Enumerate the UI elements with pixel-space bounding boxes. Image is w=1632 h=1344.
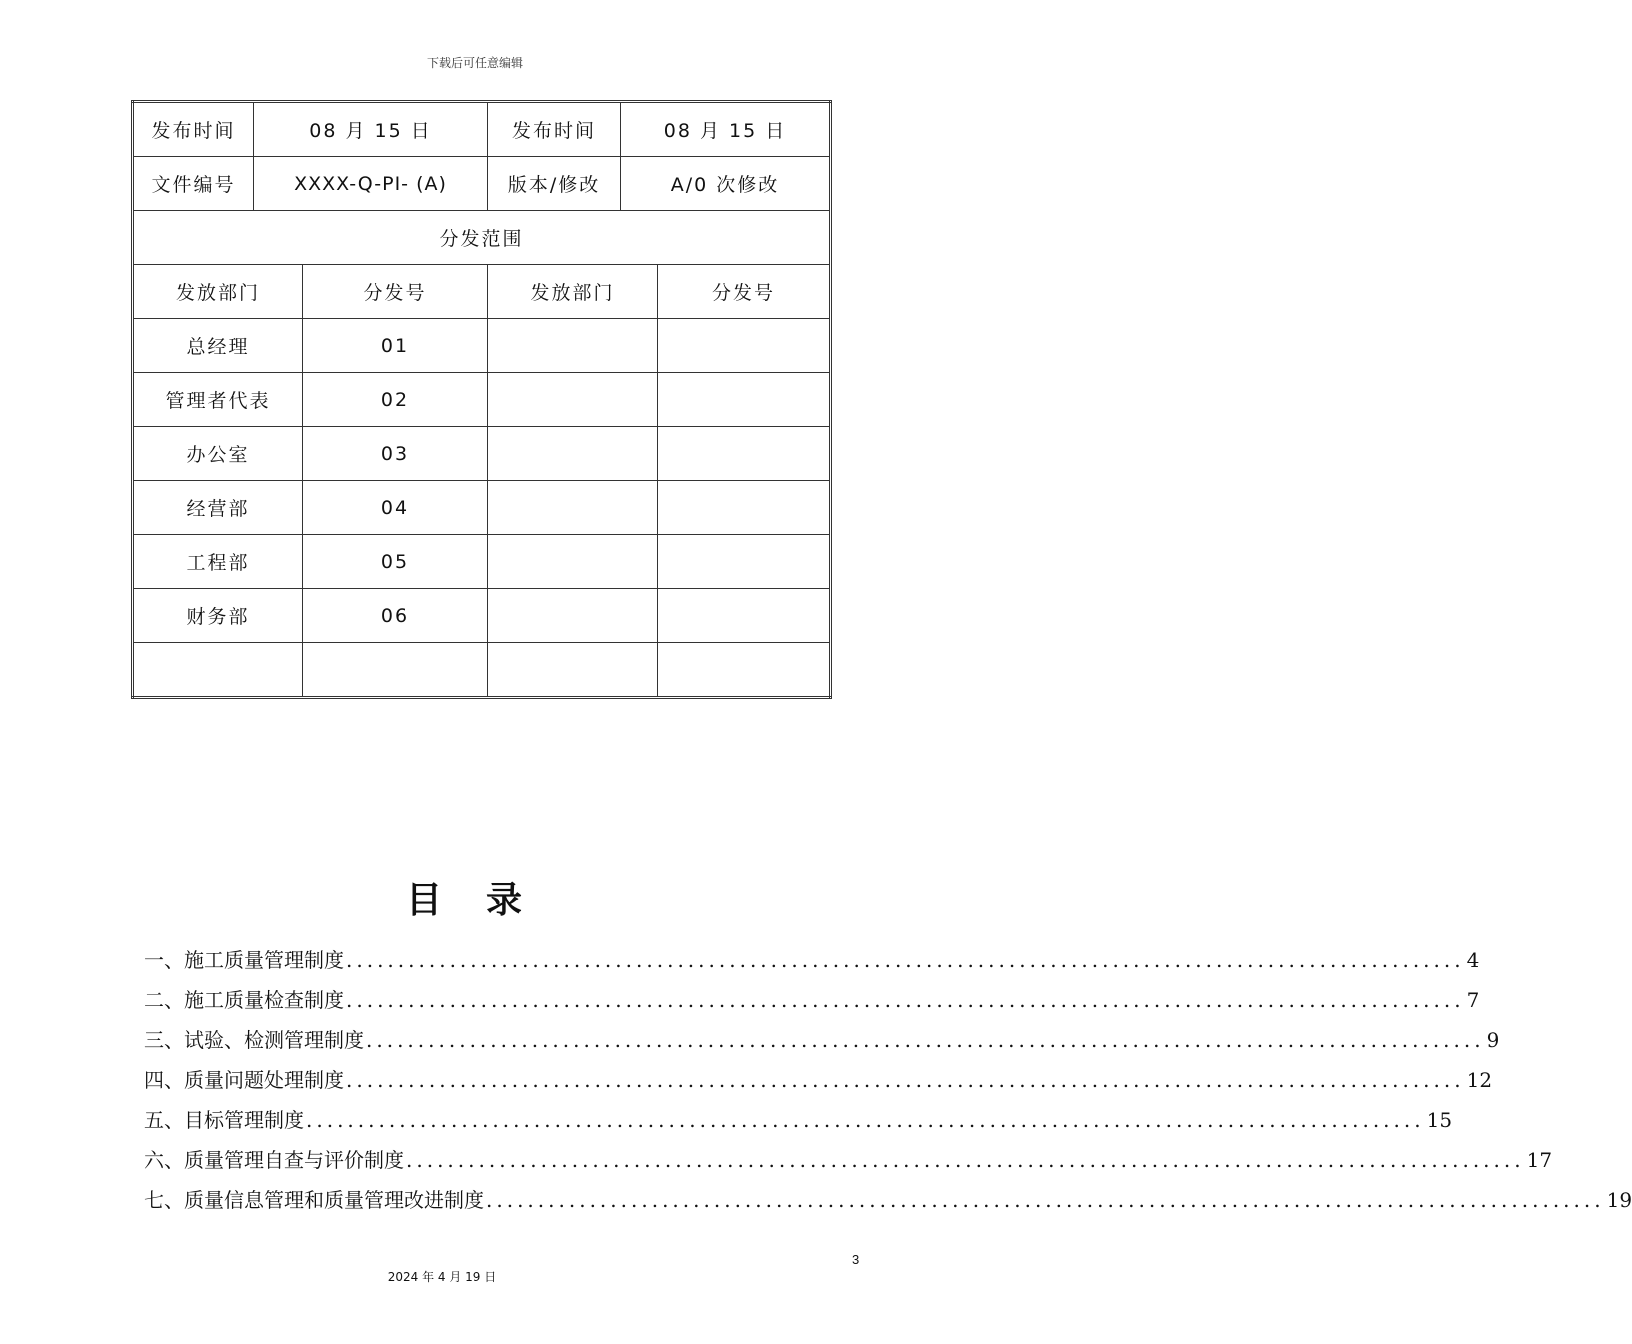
toc-entry-page: 12	[1466, 1068, 1493, 1092]
file-number-label: 文件编号	[133, 157, 254, 211]
distribution-header-row	[133, 265, 831, 319]
toc-entry[interactable]	[144, 1020, 1500, 1060]
scope-row	[133, 211, 831, 265]
dept-header-2: 发放部门	[488, 265, 658, 319]
release-date-value: 08 月 15 日	[254, 102, 488, 157]
dot-leader: ............................................................................................................	[306, 1108, 1425, 1132]
number-cell-2	[658, 427, 831, 481]
number-cell-2	[658, 481, 831, 535]
number-header: 分发号	[303, 265, 488, 319]
dept-cell: 管理者代表	[133, 373, 303, 427]
toc-entry[interactable]	[144, 1100, 1453, 1140]
number-cell-2	[658, 643, 831, 698]
number-cell: 03	[303, 427, 488, 481]
toc-entry[interactable]	[144, 980, 1480, 1020]
number-cell: 06	[303, 589, 488, 643]
toc-entry-page: 19	[1606, 1188, 1632, 1212]
dot-leader: ............................................................................................................	[406, 1148, 1525, 1172]
table-row	[133, 589, 831, 643]
header-note: 下载后可任意编辑	[426, 56, 523, 70]
number-cell: 01	[303, 319, 488, 373]
number-cell-2	[658, 535, 831, 589]
toc-entry-page: 17	[1526, 1148, 1553, 1172]
version-label: 版本/修改	[488, 157, 621, 211]
number-cell-2	[658, 589, 831, 643]
number-cell: 04	[303, 481, 488, 535]
toc-entry-label: 五、目标管理制度	[144, 1108, 304, 1132]
dept-cell-2	[488, 535, 658, 589]
table-of-contents	[144, 940, 1632, 1220]
table-row	[133, 373, 831, 427]
table-row	[133, 643, 831, 698]
footer-date: 2024 年 4 月 19 日	[387, 1270, 497, 1284]
toc-entry[interactable]	[144, 940, 1480, 980]
dept-header: 发放部门	[133, 265, 303, 319]
dept-cell-2	[488, 643, 658, 698]
toc-title: 目录	[405, 879, 566, 921]
dept-cell-2	[488, 373, 658, 427]
number-header-2: 分发号	[658, 265, 831, 319]
dept-cell: 工程部	[133, 535, 303, 589]
dept-cell: 经营部	[133, 481, 303, 535]
dot-leader: ............................................................................................................	[486, 1188, 1605, 1212]
number-cell-2	[658, 319, 831, 373]
release-date-value-2: 08 月 15 日	[621, 102, 831, 157]
number-cell	[303, 643, 488, 698]
toc-entry-page: 9	[1486, 1028, 1500, 1052]
toc-entry-label: 一、施工质量管理制度	[144, 948, 344, 972]
dept-cell-2	[488, 319, 658, 373]
release-date-label: 发布时间	[133, 102, 254, 157]
scope-title: 分发范围	[133, 211, 831, 265]
toc-entry-page: 15	[1426, 1108, 1453, 1132]
dot-leader: ............................................................................................................	[346, 948, 1465, 972]
dept-cell	[133, 643, 303, 698]
dept-cell: 办公室	[133, 427, 303, 481]
dot-leader: ............................................................................................................	[366, 1028, 1485, 1052]
release-date-row	[133, 102, 831, 157]
table-row	[133, 535, 831, 589]
file-number-row	[133, 157, 831, 211]
release-date-label-2: 发布时间	[488, 102, 621, 157]
toc-entry[interactable]	[144, 1140, 1553, 1180]
toc-entry-label: 六、质量管理自查与评价制度	[144, 1148, 404, 1172]
toc-entry-label: 二、施工质量检查制度	[144, 988, 344, 1012]
toc-entry-label: 七、质量信息管理和质量管理改进制度	[144, 1188, 484, 1212]
number-cell: 02	[303, 373, 488, 427]
table-row	[133, 319, 831, 373]
dept-cell-2	[488, 427, 658, 481]
toc-entry[interactable]	[144, 1060, 1493, 1100]
toc-entry-page: 7	[1466, 988, 1480, 1012]
file-number-value: XXXX-Q-PI- (A)	[254, 157, 488, 211]
version-value: A/0 次修改	[621, 157, 831, 211]
document-info-table	[131, 100, 832, 699]
dept-cell-2	[488, 481, 658, 535]
dept-cell: 财务部	[133, 589, 303, 643]
toc-entry-page: 4	[1466, 948, 1480, 972]
page-number: 3	[852, 1252, 860, 1267]
toc-entry-label: 三、试验、检测管理制度	[144, 1028, 364, 1052]
dept-cell: 总经理	[133, 319, 303, 373]
table-row	[133, 427, 831, 481]
table-row	[133, 481, 831, 535]
dept-cell-2	[488, 589, 658, 643]
number-cell: 05	[303, 535, 488, 589]
dot-leader: ............................................................................................................	[346, 988, 1465, 1012]
toc-entry[interactable]	[144, 1180, 1632, 1220]
number-cell-2	[658, 373, 831, 427]
toc-entry-label: 四、质量问题处理制度	[144, 1068, 344, 1092]
dot-leader: ............................................................................................................	[346, 1068, 1465, 1092]
